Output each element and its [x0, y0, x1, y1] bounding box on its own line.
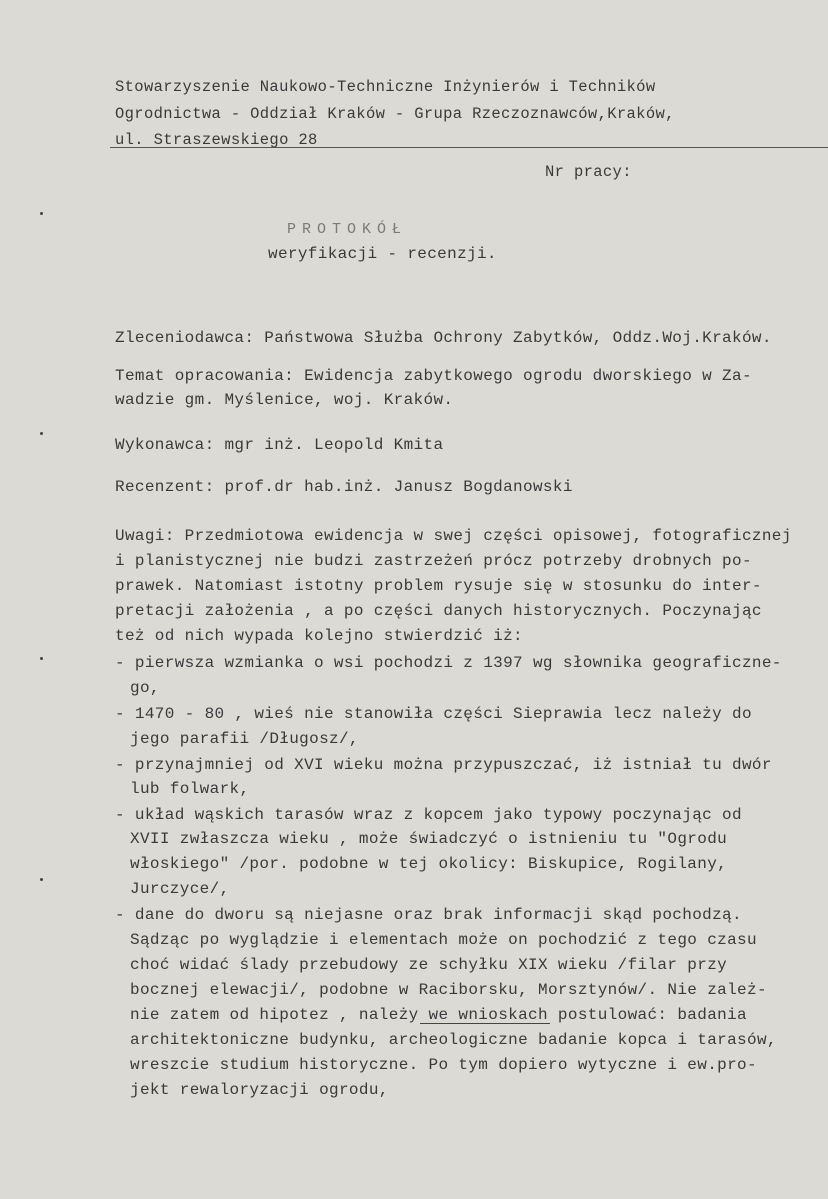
margin-mark [40, 878, 43, 881]
bullet-5-line-5: nie zatem od hipotez , należy we wnioskach postulować: badania [130, 1006, 747, 1024]
field-recenzent: Recenzent: prof.dr hab.inż. Janusz Bogdanowski [115, 478, 573, 496]
uwagi-line-2: i planistycznej nie budzi zastrzeżeń prócz potrzeby drobnych po- [115, 552, 752, 570]
uwagi-line-1: Uwagi: Przedmiotowa ewidencja w swej części opisowej, fotograficznej [115, 527, 792, 545]
bullet-5-line-4: bocznej elewacji/, podobne w Raciborsku, Morsztynów/. Nie zależ- [130, 981, 767, 999]
bullet-5-line-3: choć widać ślady przebudowy ze schyłku XIX wieku /filar przy [130, 956, 728, 974]
header-rule [110, 147, 828, 148]
bullet-5-line-7: wreszcie studium historyczne. Po tym dopiero wytyczne i ew.pro- [130, 1056, 757, 1074]
margin-mark [40, 657, 43, 660]
header-line-1: Stowarzyszenie Naukowo-Techniczne Inżynierów i Techników [115, 78, 656, 96]
bullet-2-line-1: - 1470 - 80 , wieś nie stanowiła części Sieprawia lecz należy do [115, 705, 752, 723]
bullet-4-line-2: XVII zwłaszcza wieku , może świadczyć o istnieniu tu "Ogrodu [130, 830, 728, 848]
bullet-4-line-1: - układ wąskich tarasów wraz z kopcem jako typowy poczynając od [115, 806, 742, 824]
bullet-5-line-8: jekt rewaloryzacji ogrodu, [130, 1081, 389, 1099]
bullet-5-line-2: Sądząc po wyglądzie i elementach może on pochodzić z tego czasu [130, 931, 757, 949]
uwagi-line-4: pretacji założenia , a po części danych historycznych. Poczynając [115, 602, 762, 620]
bullet-4-line-4: Jurczyce/, [130, 880, 230, 898]
handwritten-underline [420, 1023, 550, 1024]
uwagi-line-3: prawek. Natomiast istotny problem rysuje się w stosunku do inter- [115, 577, 762, 595]
bullet-1-line-1: - pierwsza wzmianka o wsi pochodzi z 1397 wg słownika geograficzne- [115, 654, 782, 672]
bullet-5-line-1: - dane do dworu są niejasne oraz brak informacji skąd pochodzą. [115, 906, 742, 924]
bullet-5-line-6: architektoniczne budynku, archeologiczne badanie kopca i tarasów, [130, 1031, 777, 1049]
margin-mark [40, 432, 43, 435]
header-line-2: Ogrodnictwa - Oddział Kraków - Grupa Rzeczoznawców,Kraków, [115, 105, 675, 123]
bullet-1-line-2: go, [130, 679, 160, 697]
bullet-3-line-1: - przynajmniej od XVI wieku można przypuszczać, iż istniał tu dwór [115, 756, 772, 774]
field-wykonawca: Wykonawca: mgr inż. Leopold Kmita [115, 436, 444, 454]
work-number-label: Nr pracy: [545, 163, 632, 181]
bullet-4-line-3: włoskiego" /por. podobne w tej okolicy: Biskupice, Rogilany, [130, 855, 728, 873]
uwagi-line-5: też od nich wypada kolejno stwierdzić iż: [115, 627, 524, 645]
header-line-3: ul. Straszewskiego 28 [115, 131, 318, 149]
margin-mark [40, 212, 43, 215]
field-temat-line-2: wadzie gm. Myślenice, woj. Kraków. [115, 391, 454, 409]
field-zleceniodawca: Zleceniodawca: Państwowa Służba Ochrony Zabytków, Oddz.Woj.Kraków. [115, 329, 772, 347]
protocol-subtitle: weryfikacji - recenzji. [268, 245, 497, 263]
protocol-title: PROTOKÓŁ [287, 221, 408, 238]
field-temat-line-1: Temat opracowania: Ewidencja zabytkowego ogrodu dworskiego w Za- [115, 367, 752, 385]
bullet-3-line-2: lub folwark, [130, 780, 250, 798]
bullet-2-line-2: jego parafii /Długosz/, [130, 730, 359, 748]
